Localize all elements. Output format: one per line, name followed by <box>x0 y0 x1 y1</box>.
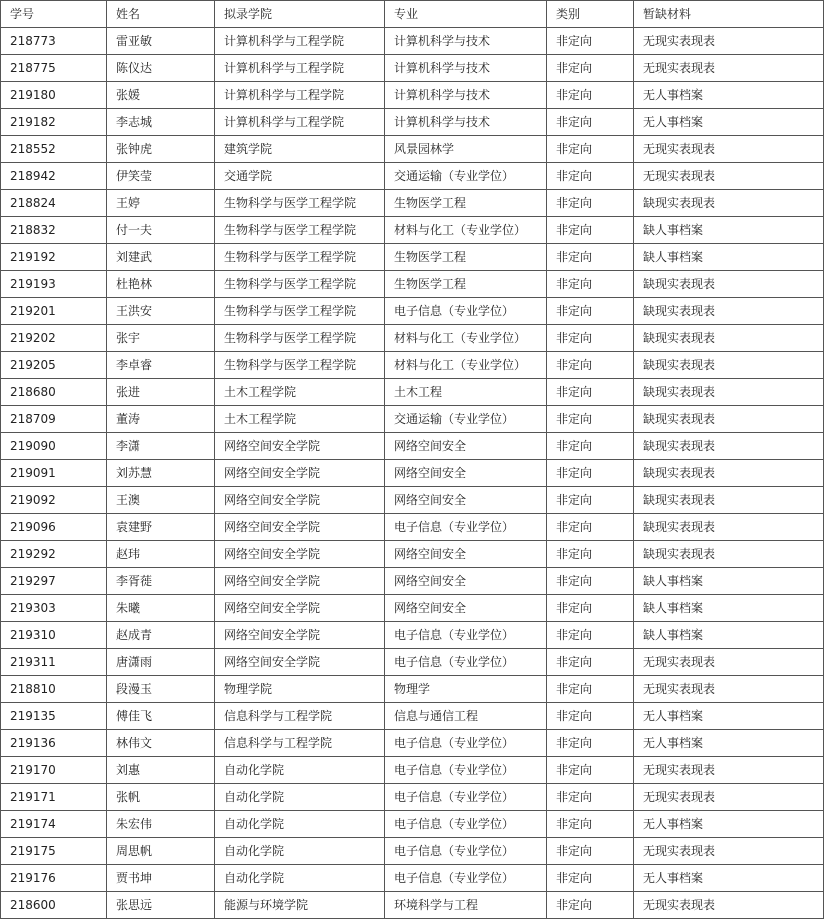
cell-major: 交通运输（专业学位） <box>385 163 547 190</box>
cell-major: 网络空间安全 <box>385 568 547 595</box>
cell-missing-materials: 无人事档案 <box>634 865 824 892</box>
table-row <box>1 271 824 298</box>
cell-missing-materials: 无现实表现表 <box>634 163 824 190</box>
cell-college: 网络空间安全学院 <box>215 487 385 514</box>
table-row <box>1 244 824 271</box>
table-body <box>1 28 824 919</box>
cell-name: 傅佳飞 <box>107 703 215 730</box>
cell-missing-materials: 无人事档案 <box>634 703 824 730</box>
cell-name: 张钟虎 <box>107 136 215 163</box>
cell-missing-materials: 缺人事档案 <box>634 217 824 244</box>
cell-missing-materials: 无现实表现表 <box>634 676 824 703</box>
cell-missing-materials: 缺现实表现表 <box>634 190 824 217</box>
cell-category: 非定向 <box>547 271 634 298</box>
cell-missing-materials: 无人事档案 <box>634 82 824 109</box>
cell-name: 周思帆 <box>107 838 215 865</box>
cell-student-id: 219174 <box>1 811 107 838</box>
cell-category: 非定向 <box>547 487 634 514</box>
cell-major: 计算机科学与技术 <box>385 82 547 109</box>
cell-student-id: 218709 <box>1 406 107 433</box>
table-row <box>1 649 824 676</box>
cell-major: 计算机科学与技术 <box>385 55 547 82</box>
cell-student-id: 218942 <box>1 163 107 190</box>
cell-name: 赵玮 <box>107 541 215 568</box>
cell-missing-materials: 缺人事档案 <box>634 622 824 649</box>
cell-college: 自动化学院 <box>215 838 385 865</box>
cell-category: 非定向 <box>547 757 634 784</box>
cell-college: 建筑学院 <box>215 136 385 163</box>
cell-college: 交通学院 <box>215 163 385 190</box>
cell-name: 赵成青 <box>107 622 215 649</box>
cell-category: 非定向 <box>547 82 634 109</box>
cell-major: 物理学 <box>385 676 547 703</box>
cell-college: 生物科学与医学工程学院 <box>215 298 385 325</box>
cell-major: 电子信息（专业学位） <box>385 298 547 325</box>
table-row <box>1 163 824 190</box>
table-row <box>1 190 824 217</box>
cell-missing-materials: 无现实表现表 <box>634 757 824 784</box>
cell-name: 贾书坤 <box>107 865 215 892</box>
cell-major: 网络空间安全 <box>385 487 547 514</box>
cell-category: 非定向 <box>547 55 634 82</box>
table-row <box>1 460 824 487</box>
table-row <box>1 406 824 433</box>
cell-major: 材料与化工（专业学位） <box>385 217 547 244</box>
cell-college: 网络空间安全学院 <box>215 568 385 595</box>
cell-college: 土木工程学院 <box>215 379 385 406</box>
cell-missing-materials: 缺人事档案 <box>634 244 824 271</box>
cell-student-id: 219090 <box>1 433 107 460</box>
cell-college: 计算机科学与工程学院 <box>215 82 385 109</box>
cell-missing-materials: 无人事档案 <box>634 730 824 757</box>
table-row <box>1 55 824 82</box>
table-row <box>1 730 824 757</box>
cell-college: 信息科学与工程学院 <box>215 730 385 757</box>
cell-major: 风景园林学 <box>385 136 547 163</box>
cell-student-id: 219091 <box>1 460 107 487</box>
cell-major: 环境科学与工程 <box>385 892 547 919</box>
cell-major: 电子信息（专业学位） <box>385 784 547 811</box>
cell-name: 张思远 <box>107 892 215 919</box>
header-college: 拟录学院 <box>215 1 385 28</box>
cell-category: 非定向 <box>547 406 634 433</box>
cell-category: 非定向 <box>547 109 634 136</box>
table-row <box>1 136 824 163</box>
cell-name: 王婷 <box>107 190 215 217</box>
cell-student-id: 219311 <box>1 649 107 676</box>
cell-category: 非定向 <box>547 28 634 55</box>
cell-college: 网络空间安全学院 <box>215 460 385 487</box>
cell-student-id: 219297 <box>1 568 107 595</box>
cell-name: 王澳 <box>107 487 215 514</box>
cell-name: 唐潇雨 <box>107 649 215 676</box>
cell-student-id: 219202 <box>1 325 107 352</box>
cell-missing-materials: 缺现实表现表 <box>634 433 824 460</box>
cell-college: 土木工程学院 <box>215 406 385 433</box>
cell-college: 计算机科学与工程学院 <box>215 109 385 136</box>
cell-college: 生物科学与医学工程学院 <box>215 325 385 352</box>
cell-college: 网络空间安全学院 <box>215 433 385 460</box>
cell-major: 电子信息（专业学位） <box>385 514 547 541</box>
header-name: 姓名 <box>107 1 215 28</box>
cell-name: 张宇 <box>107 325 215 352</box>
cell-student-id: 219292 <box>1 541 107 568</box>
cell-student-id: 218552 <box>1 136 107 163</box>
cell-college: 计算机科学与工程学院 <box>215 55 385 82</box>
cell-name: 付一夫 <box>107 217 215 244</box>
cell-missing-materials: 无现实表现表 <box>634 784 824 811</box>
cell-name: 段漫玉 <box>107 676 215 703</box>
cell-missing-materials: 无现实表现表 <box>634 649 824 676</box>
cell-missing-materials: 无人事档案 <box>634 109 824 136</box>
cell-major: 生物医学工程 <box>385 190 547 217</box>
cell-student-id: 218832 <box>1 217 107 244</box>
cell-category: 非定向 <box>547 703 634 730</box>
cell-college: 信息科学与工程学院 <box>215 703 385 730</box>
cell-name: 李胥蓰 <box>107 568 215 595</box>
cell-student-id: 219171 <box>1 784 107 811</box>
table-row <box>1 811 824 838</box>
table-row <box>1 838 824 865</box>
cell-category: 非定向 <box>547 541 634 568</box>
cell-missing-materials: 缺现实表现表 <box>634 271 824 298</box>
cell-student-id: 218775 <box>1 55 107 82</box>
cell-college: 自动化学院 <box>215 784 385 811</box>
table-row <box>1 541 824 568</box>
cell-category: 非定向 <box>547 298 634 325</box>
cell-missing-materials: 缺现实表现表 <box>634 298 824 325</box>
cell-category: 非定向 <box>547 730 634 757</box>
cell-missing-materials: 缺现实表现表 <box>634 406 824 433</box>
header-major: 专业 <box>385 1 547 28</box>
cell-missing-materials: 缺现实表现表 <box>634 352 824 379</box>
cell-name: 雷亚敏 <box>107 28 215 55</box>
cell-student-id: 219310 <box>1 622 107 649</box>
cell-major: 交通运输（专业学位） <box>385 406 547 433</box>
cell-college: 生物科学与医学工程学院 <box>215 244 385 271</box>
cell-category: 非定向 <box>547 217 634 244</box>
cell-category: 非定向 <box>547 811 634 838</box>
cell-student-id: 219193 <box>1 271 107 298</box>
cell-name: 刘惠 <box>107 757 215 784</box>
cell-student-id: 219096 <box>1 514 107 541</box>
cell-name: 陈仪达 <box>107 55 215 82</box>
cell-student-id: 219136 <box>1 730 107 757</box>
table-row <box>1 433 824 460</box>
cell-category: 非定向 <box>547 784 634 811</box>
cell-student-id: 219092 <box>1 487 107 514</box>
cell-missing-materials: 缺人事档案 <box>634 595 824 622</box>
cell-major: 电子信息（专业学位） <box>385 649 547 676</box>
cell-missing-materials: 缺现实表现表 <box>634 460 824 487</box>
cell-student-id: 219192 <box>1 244 107 271</box>
cell-college: 生物科学与医学工程学院 <box>215 352 385 379</box>
table-row <box>1 703 824 730</box>
cell-category: 非定向 <box>547 352 634 379</box>
table-row <box>1 568 824 595</box>
cell-major: 土木工程 <box>385 379 547 406</box>
cell-name: 王洪安 <box>107 298 215 325</box>
cell-student-id: 218810 <box>1 676 107 703</box>
cell-student-id: 218600 <box>1 892 107 919</box>
cell-college: 计算机科学与工程学院 <box>215 28 385 55</box>
cell-major: 电子信息（专业学位） <box>385 757 547 784</box>
cell-student-id: 219176 <box>1 865 107 892</box>
cell-missing-materials: 无现实表现表 <box>634 892 824 919</box>
cell-name: 李卓睿 <box>107 352 215 379</box>
cell-category: 非定向 <box>547 190 634 217</box>
cell-major: 生物医学工程 <box>385 244 547 271</box>
cell-name: 伊笑莹 <box>107 163 215 190</box>
cell-missing-materials: 无现实表现表 <box>634 136 824 163</box>
cell-major: 电子信息（专业学位） <box>385 865 547 892</box>
cell-name: 朱曦 <box>107 595 215 622</box>
table-row <box>1 82 824 109</box>
cell-student-id: 218773 <box>1 28 107 55</box>
cell-student-id: 219303 <box>1 595 107 622</box>
cell-category: 非定向 <box>547 433 634 460</box>
table-row <box>1 622 824 649</box>
cell-missing-materials: 缺现实表现表 <box>634 487 824 514</box>
cell-major: 网络空间安全 <box>385 460 547 487</box>
cell-major: 材料与化工（专业学位） <box>385 325 547 352</box>
cell-college: 网络空间安全学院 <box>215 622 385 649</box>
cell-student-id: 219180 <box>1 82 107 109</box>
cell-missing-materials: 缺现实表现表 <box>634 325 824 352</box>
cell-category: 非定向 <box>547 136 634 163</box>
cell-major: 计算机科学与技术 <box>385 28 547 55</box>
table-row <box>1 298 824 325</box>
cell-major: 网络空间安全 <box>385 541 547 568</box>
cell-major: 网络空间安全 <box>385 433 547 460</box>
cell-missing-materials: 缺人事档案 <box>634 568 824 595</box>
cell-missing-materials: 无现实表现表 <box>634 55 824 82</box>
cell-major: 电子信息（专业学位） <box>385 730 547 757</box>
cell-major: 材料与化工（专业学位） <box>385 352 547 379</box>
cell-major: 计算机科学与技术 <box>385 109 547 136</box>
table-row <box>1 595 824 622</box>
table-row <box>1 487 824 514</box>
cell-major: 信息与通信工程 <box>385 703 547 730</box>
cell-college: 网络空间安全学院 <box>215 595 385 622</box>
cell-missing-materials: 缺现实表现表 <box>634 514 824 541</box>
cell-missing-materials: 缺现实表现表 <box>634 541 824 568</box>
cell-college: 自动化学院 <box>215 865 385 892</box>
cell-category: 非定向 <box>547 379 634 406</box>
table-row <box>1 892 824 919</box>
table-row <box>1 757 824 784</box>
cell-category: 非定向 <box>547 676 634 703</box>
cell-name: 张进 <box>107 379 215 406</box>
cell-major: 电子信息（专业学位） <box>385 811 547 838</box>
cell-name: 刘建武 <box>107 244 215 271</box>
table-row <box>1 514 824 541</box>
cell-category: 非定向 <box>547 622 634 649</box>
cell-category: 非定向 <box>547 838 634 865</box>
table-row <box>1 379 824 406</box>
cell-major: 生物医学工程 <box>385 271 547 298</box>
cell-college: 网络空间安全学院 <box>215 541 385 568</box>
cell-category: 非定向 <box>547 163 634 190</box>
cell-college: 物理学院 <box>215 676 385 703</box>
header-category: 类别 <box>547 1 634 28</box>
table-row <box>1 784 824 811</box>
cell-category: 非定向 <box>547 595 634 622</box>
table-row <box>1 676 824 703</box>
table-row <box>1 865 824 892</box>
cell-missing-materials: 无现实表现表 <box>634 28 824 55</box>
cell-college: 生物科学与医学工程学院 <box>215 190 385 217</box>
cell-college: 生物科学与医学工程学院 <box>215 217 385 244</box>
cell-major: 电子信息（专业学位） <box>385 838 547 865</box>
table-row <box>1 109 824 136</box>
cell-name: 袁建野 <box>107 514 215 541</box>
cell-major: 电子信息（专业学位） <box>385 622 547 649</box>
cell-student-id: 219182 <box>1 109 107 136</box>
cell-major: 网络空间安全 <box>385 595 547 622</box>
cell-student-id: 218680 <box>1 379 107 406</box>
header-student-id: 学号 <box>1 1 107 28</box>
cell-student-id: 219175 <box>1 838 107 865</box>
header-missing-materials: 暂缺材料 <box>634 1 824 28</box>
cell-student-id: 219201 <box>1 298 107 325</box>
cell-college: 网络空间安全学院 <box>215 649 385 676</box>
cell-student-id: 219205 <box>1 352 107 379</box>
cell-student-id: 219170 <box>1 757 107 784</box>
table-row <box>1 352 824 379</box>
cell-student-id: 218824 <box>1 190 107 217</box>
cell-student-id: 219135 <box>1 703 107 730</box>
cell-category: 非定向 <box>547 865 634 892</box>
table-row <box>1 217 824 244</box>
cell-name: 董涛 <box>107 406 215 433</box>
cell-college: 自动化学院 <box>215 757 385 784</box>
cell-name: 朱宏伟 <box>107 811 215 838</box>
cell-category: 非定向 <box>547 244 634 271</box>
cell-missing-materials: 无人事档案 <box>634 811 824 838</box>
cell-category: 非定向 <box>547 649 634 676</box>
cell-name: 刘苏慧 <box>107 460 215 487</box>
cell-college: 生物科学与医学工程学院 <box>215 271 385 298</box>
table-row <box>1 28 824 55</box>
cell-category: 非定向 <box>547 460 634 487</box>
cell-name: 李潇 <box>107 433 215 460</box>
cell-name: 林伟文 <box>107 730 215 757</box>
cell-college: 网络空间安全学院 <box>215 514 385 541</box>
cell-name: 李志城 <box>107 109 215 136</box>
cell-category: 非定向 <box>547 514 634 541</box>
table-header-row <box>1 1 824 28</box>
cell-missing-materials: 无现实表现表 <box>634 838 824 865</box>
cell-category: 非定向 <box>547 892 634 919</box>
cell-college: 自动化学院 <box>215 811 385 838</box>
cell-category: 非定向 <box>547 325 634 352</box>
cell-category: 非定向 <box>547 568 634 595</box>
cell-name: 张帆 <box>107 784 215 811</box>
cell-missing-materials: 缺现实表现表 <box>634 379 824 406</box>
table-row <box>1 325 824 352</box>
cell-college: 能源与环境学院 <box>215 892 385 919</box>
cell-name: 张媛 <box>107 82 215 109</box>
cell-name: 杜艳林 <box>107 271 215 298</box>
